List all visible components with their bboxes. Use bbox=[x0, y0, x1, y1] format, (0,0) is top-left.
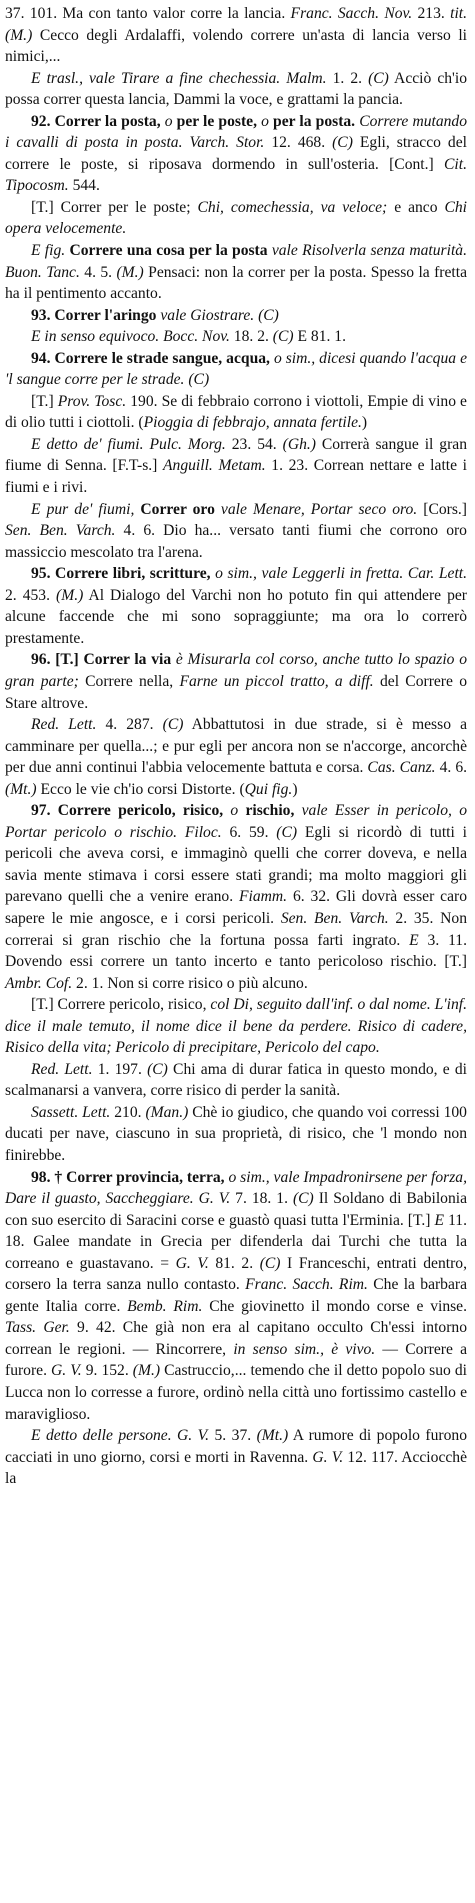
italic-text: Bemb. Rim. bbox=[127, 1297, 203, 1315]
text-run: I Franceschi, entrati dentro, corsero la terra sanza nullo contasto. bbox=[5, 1254, 467, 1294]
italic-text: G. V. bbox=[312, 1448, 344, 1466]
italic-text: (M.) bbox=[56, 586, 84, 604]
italic-text: E pur de' fiumi, bbox=[31, 500, 135, 518]
italic-text: Red. Lett. bbox=[31, 1060, 93, 1078]
text-run: [T.] bbox=[31, 392, 58, 410]
text-run: 2. 1. Non si corre risico o più alcuno. bbox=[72, 974, 308, 992]
italic-text: o sim., vale Impadronirsene per forza, Dare il guasto, Saccheggiare. G. V. bbox=[5, 1168, 467, 1208]
italic-text: (C) bbox=[259, 1254, 281, 1272]
text-run: [T.] Correre pericolo, risico, bbox=[31, 996, 211, 1014]
italic-text: Sen. Ben. Varch. bbox=[280, 909, 389, 927]
italic-text: (M.) bbox=[132, 1362, 161, 1380]
entry-paragraph bbox=[5, 1167, 467, 1426]
entry-heading: 97. Correre pericolo, risico, bbox=[31, 802, 231, 820]
italic-text: (C) bbox=[162, 716, 184, 734]
entry-paragraph bbox=[5, 1059, 467, 1102]
entry-paragraph bbox=[5, 1102, 467, 1167]
text-run: 12. 117. Acciocchè la bbox=[5, 1448, 467, 1488]
text-run: 4. 6. bbox=[435, 759, 468, 777]
italic-text: vale Risolverla senza maturità. Buon. Tanc. bbox=[5, 242, 467, 281]
italic-text: G. V. bbox=[51, 1362, 82, 1380]
text-run: Egli si ricordò di tutti i pericoli che aveva corsi, e immaginò quelli che correr doveva, e nella savia mente stimava i corsi essere stati grandi; ma molto maggiori gli parevano quelli che a venire erano. bbox=[5, 823, 467, 906]
text-run: Cecco degli Ardalaffi, volendo correre un'asta di lancia verso li nimici,... bbox=[5, 26, 467, 66]
text-run: Abbattutosi in due strade, si è messo a camminare per quella...; e pur egli per ancora non se n'accorge, ancorchè per due anni continui l'abbia velocemente battuta e corsa. bbox=[5, 716, 467, 777]
italic-text: (Gh.) bbox=[282, 435, 316, 453]
italic-text: G. V. bbox=[175, 1254, 209, 1272]
text-run: 81. 2. bbox=[208, 1254, 260, 1272]
text-run: ) bbox=[292, 780, 298, 798]
entry-paragraph bbox=[5, 197, 467, 240]
text-run: Al Dialogo del Varchi non ho potuto fin qui attendere per alcune faccende che mi sono sopraggiunte; ma ora lo correrò prestamente. bbox=[5, 586, 468, 647]
italic-text: (Man.) bbox=[145, 1103, 189, 1121]
italic-text: E bbox=[409, 931, 419, 949]
italic-text: (C) bbox=[368, 69, 389, 87]
italic-text: E in senso equivoco. Bocc. Nov. bbox=[31, 328, 230, 346]
text-run: Che giovinetto il mondo corse e vinse. bbox=[202, 1297, 468, 1315]
italic-text: Cit. Tipocosm. bbox=[5, 155, 467, 195]
entry-paragraph bbox=[5, 240, 467, 305]
text-run: Pensaci: non la correr per la posta. Spesso la fretta ha il pentimento accanto. bbox=[5, 263, 468, 303]
entry-heading: 94. Correre le strade sangue, acqua, bbox=[31, 349, 274, 367]
text-run: Castruccio,... temendo che il detto popolo suo di Lucca non lo corresse a furore, ordinò nella città uno fortissimo castello e maraviglioso. bbox=[5, 1362, 467, 1423]
text-run: 7. 18. 1. bbox=[230, 1190, 293, 1208]
italic-text: o bbox=[261, 112, 269, 130]
italic-text: Sassett. Lett. bbox=[31, 1103, 111, 1121]
text-run: 4. 287. bbox=[96, 716, 163, 734]
italic-text: Farne un piccol tratto, a diff. bbox=[179, 672, 374, 690]
text-run: 9. 42. Che già non era al capitano occulto Ch'essi intorno correan le regioni. — Rincorrere, bbox=[5, 1319, 467, 1358]
italic-text: è Misurarla col corso, anche tutto lo spazio o gran parte; bbox=[5, 651, 467, 690]
italic-text: (C) bbox=[272, 328, 294, 346]
italic-text: (Mt.) bbox=[5, 780, 37, 798]
italic-text: Qui fig. bbox=[244, 780, 293, 798]
italic-text: E detto de' fiumi. Pulc. Morg. bbox=[31, 435, 226, 453]
entry-paragraph bbox=[5, 714, 467, 800]
entry-heading: Correr oro bbox=[134, 500, 215, 518]
text-run: Che la barbara gente Italia corre. bbox=[5, 1276, 468, 1315]
text-run: [T.] Correr per le poste; bbox=[31, 198, 198, 216]
text-run: 4. 6. Dio ha... versato tanti fiumi che corrono oro massiccio mescolato tra l'arena. bbox=[5, 522, 467, 561]
entry-heading: Correre una cosa per la posta bbox=[65, 242, 268, 260]
italic-text: Franc. Sacch. Nov. bbox=[290, 5, 413, 22]
entry-paragraph bbox=[5, 326, 467, 348]
italic-text: Anguill. Metam. bbox=[163, 457, 266, 475]
entry-heading: 96. [T.] Correr la via bbox=[31, 651, 172, 669]
entry-paragraph bbox=[5, 391, 467, 434]
text-run: 9. 152. bbox=[81, 1362, 133, 1380]
italic-text: (C) bbox=[292, 1190, 314, 1208]
text-run: 2. 35. Non correrai si gran rischio che la fortuna possa farti ingrato. bbox=[5, 909, 467, 949]
italic-text: E fig. bbox=[31, 242, 66, 260]
text-run: ) bbox=[361, 414, 368, 432]
italic-text: Franc. Sacch. Rim. bbox=[245, 1276, 368, 1294]
text-run: Chè io giudico, che quando voi corressi 100 ducati per nave, ciascuno in sua proprietà, di risico, che 'l mondo non finirebbe. bbox=[5, 1103, 467, 1164]
italic-text: E trasl., vale Tirare a fine chechessia. Malm. bbox=[31, 69, 327, 87]
text-run: 3. 11. Dovendo essi correre un tanto incerto e tanto pericoloso rischio. [T.] bbox=[5, 931, 467, 971]
text-run: E 81. 1. bbox=[293, 328, 347, 346]
italic-text: vale Giostrare. (C) bbox=[156, 306, 279, 324]
entry-heading: 93. Correr l'aringo bbox=[31, 306, 157, 324]
text-run: 6. 32. Gli dovrà esser caro sapere le mie angosce, e i corsi pericoli. bbox=[5, 888, 467, 927]
entry-paragraph bbox=[5, 111, 467, 197]
italic-text: (C) bbox=[276, 823, 298, 841]
text-run: [Cors.] bbox=[417, 500, 467, 518]
italic-text: (C) bbox=[332, 134, 353, 152]
text-run: 210. bbox=[110, 1103, 146, 1121]
text-run: 4. 5. bbox=[79, 263, 117, 281]
italic-text: vale Menare, Portar seco oro. bbox=[214, 500, 418, 518]
italic-text: Fiamm. bbox=[239, 888, 288, 906]
text-run: 5. 37. bbox=[209, 1427, 257, 1445]
text-run: 2. 453. bbox=[5, 586, 57, 604]
italic-text: Chi, comechessia, va veloce; bbox=[197, 198, 388, 216]
entry-heading: 98. † Correr provincia, terra, bbox=[31, 1168, 229, 1186]
entry-paragraph bbox=[5, 3, 467, 68]
italic-text: tit. (M.) bbox=[5, 5, 468, 44]
entry-paragraph bbox=[5, 434, 467, 499]
text-run: A rumore di popolo furono cacciati in uno giorno, corsi e morti in Ravenna. bbox=[5, 1427, 467, 1466]
italic-text: o bbox=[164, 112, 173, 130]
text-run: 23. 54. bbox=[225, 435, 283, 453]
text-run: Chi ama di durar fatica in questo mondo, e di scalmanarsi a vanvera, corre risico di perder la sanità. bbox=[5, 1060, 468, 1100]
italic-text: Ambr. Cof. bbox=[5, 974, 73, 992]
text-run: 11. 18. Galee mandate in Grecia per difenderla dai Turchi che tutta la correano e guastavano. = bbox=[5, 1211, 467, 1272]
entry-heading: 92. Correr la posta, bbox=[31, 112, 165, 130]
text-run: 213. bbox=[412, 5, 451, 22]
italic-text: o sim., dicesi quando l'acqua e 'l sangue corre per le strade. (C) bbox=[5, 349, 467, 389]
italic-text: (C) bbox=[147, 1060, 168, 1078]
entry-paragraph bbox=[5, 499, 467, 564]
italic-text: o bbox=[230, 802, 239, 820]
text-run: 1. 197. bbox=[92, 1060, 148, 1078]
entry-paragraph bbox=[5, 994, 467, 1059]
entry-paragraph bbox=[5, 1425, 467, 1490]
italic-text: Tass. Ger. bbox=[5, 1319, 70, 1337]
text-run: e anco bbox=[387, 198, 445, 216]
italic-text: Pioggia di febbrajo, annata fertile. bbox=[143, 414, 362, 432]
text-run: Egli, stracco del correre le poste, si riposava dormendo in sull'osteria. [Cont.] bbox=[5, 134, 467, 173]
italic-text: in senso sim., è vivo. bbox=[233, 1340, 376, 1358]
entry-paragraph bbox=[5, 800, 467, 994]
text-run: Correrà sangue il gran fiume di Senna. [F.T-s.] bbox=[5, 435, 467, 475]
text-run: Ecco le vie ch'io corsi Distorte. ( bbox=[36, 780, 245, 798]
italic-text: Prov. Tosc. bbox=[57, 392, 127, 410]
text-run: Acciò ch'io possa correr questa lancia, Dammi la voce, e grattami la pancia. bbox=[5, 69, 467, 109]
italic-text: Cas. Canz. bbox=[367, 759, 436, 777]
italic-text: (Mt.) bbox=[256, 1427, 289, 1445]
entry-heading: rischio, bbox=[238, 802, 295, 820]
text-run: 6. 59. bbox=[221, 823, 277, 841]
text-run: 1. 23. Correan nettare e latte i fiumi e i rivi. bbox=[5, 457, 467, 497]
entry-heading: per la posta. bbox=[268, 112, 356, 130]
italic-text: col Di, seguito dall'inf. o dal nome. L'inf. dice il male temuto, il nome dice il bene da perdere. Risico di cadere, Risico della vita; Pericolo di precipitare, Pericolo del capo. bbox=[5, 996, 468, 1057]
italic-text: E detto delle persone. G. V. bbox=[31, 1427, 210, 1445]
italic-text: vale Esser in pericolo, o Portar pericolo o rischio. Filoc. bbox=[5, 802, 467, 841]
text-run: 12. 468. bbox=[264, 134, 333, 152]
entry-paragraph bbox=[5, 305, 467, 327]
text-run: 37. 101. Ma con tanto valor corre la lancia. bbox=[5, 5, 291, 22]
entry-paragraph bbox=[5, 563, 467, 649]
italic-text: E bbox=[434, 1211, 445, 1229]
italic-text: Red. Lett. bbox=[31, 716, 97, 734]
text-run: — Correre a furore. bbox=[5, 1340, 467, 1380]
entry-paragraph bbox=[5, 649, 467, 714]
text-run: 544. bbox=[68, 177, 100, 195]
text-run: Il Soldano di Babilonia con suo esercito di Saracini corse e guastò quasi tutta l'Erminia. [T.] bbox=[5, 1190, 468, 1229]
text-run: Correre nella, bbox=[78, 672, 180, 690]
entry-heading: 95. Correre libri, scritture, bbox=[31, 565, 216, 583]
italic-text: Correre mutando i cavalli di posta in posta. Varch. Stor. bbox=[5, 112, 468, 152]
italic-text: (M.) bbox=[116, 263, 144, 281]
italic-text: o sim., vale Leggerli in fretta. Car. Lett. bbox=[215, 565, 468, 583]
italic-text: Sen. Ben. Varch. bbox=[5, 522, 116, 540]
text-run: 1. 2. bbox=[326, 69, 369, 87]
entry-paragraph bbox=[5, 68, 467, 111]
italic-text: Chi opera velocemente. bbox=[5, 198, 467, 238]
text-run: del Correre o Stare altrove. bbox=[5, 672, 467, 712]
entry-paragraph bbox=[5, 348, 467, 391]
entry-heading: per le poste, bbox=[172, 112, 262, 130]
text-run: 190. Se di febbraio corrono i viottoli, Empie di vino e di olio tutti i ciottoli. ( bbox=[5, 392, 467, 432]
text-run: 18. 2. bbox=[229, 328, 273, 346]
